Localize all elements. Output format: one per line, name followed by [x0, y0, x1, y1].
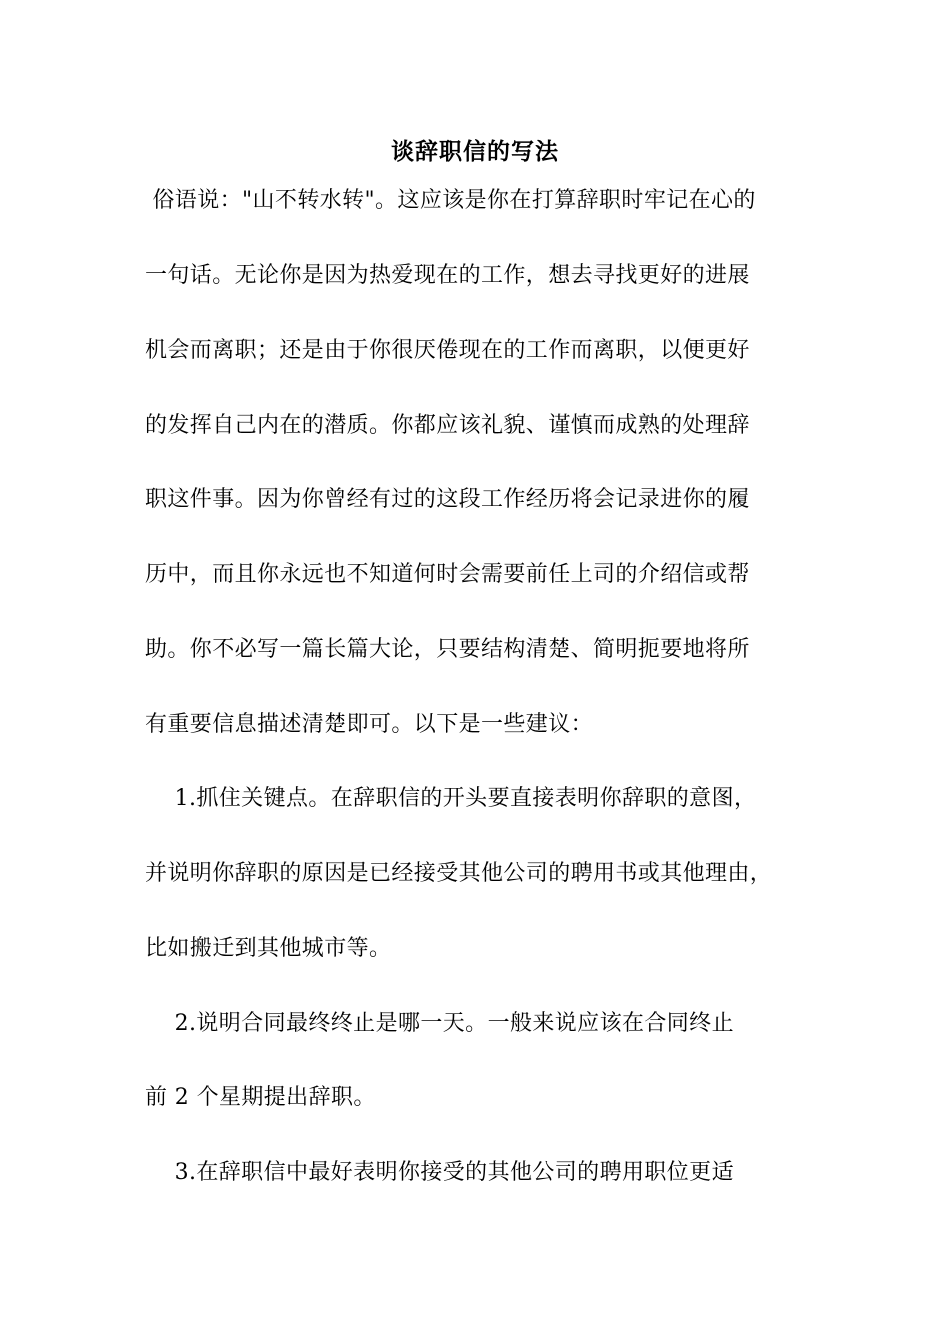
list-item-line: 2.说明合同最终终止是哪一天。一般来说应该在合同终止	[145, 1011, 734, 1036]
list-item-line: 比如搬迁到其他城市等。	[145, 936, 392, 961]
paragraph-line: 有重要信息描述清楚即可。以下是一些建议：	[145, 712, 594, 737]
list-item-line: 并说明你辞职的原因是已经接受其他公司的聘用书或其他理由，	[145, 861, 773, 886]
paragraph-line: 俗语说："山不转水转"。这应该是你在打算辞职时牢记在心的	[145, 188, 756, 213]
paragraph-line: 机会而离职；还是由于你很厌倦现在的工作而离职，以便更好	[145, 338, 750, 363]
paragraph-line: 助。你不必写一篇长篇大论，只要结构清楚、简明扼要地将所	[145, 637, 750, 662]
paragraph-line: 职这件事。因为你曾经有过的这段工作经历将会记录进你的履	[145, 487, 750, 512]
list-item-line: 3.在辞职信中最好表明你接受的其他公司的聘用职位更适	[145, 1160, 734, 1185]
list-item-line: 前 2 个星期提出辞职。	[145, 1085, 376, 1110]
paragraph-line: 的发挥自己内在的潜质。你都应该礼貌、谨慎而成熟的处理辞	[145, 413, 750, 438]
paragraph-line: 一句话。无论你是因为热爱现在的工作，想去寻找更好的进展	[145, 263, 750, 288]
paragraph-line: 历中，而且你永远也不知道何时会需要前任上司的介绍信或帮	[145, 562, 750, 587]
list-item-line: 1.抓住关键点。在辞职信的开头要直接表明你辞职的意图，	[145, 786, 757, 811]
document-title: 谈辞职信的写法	[391, 138, 559, 165]
